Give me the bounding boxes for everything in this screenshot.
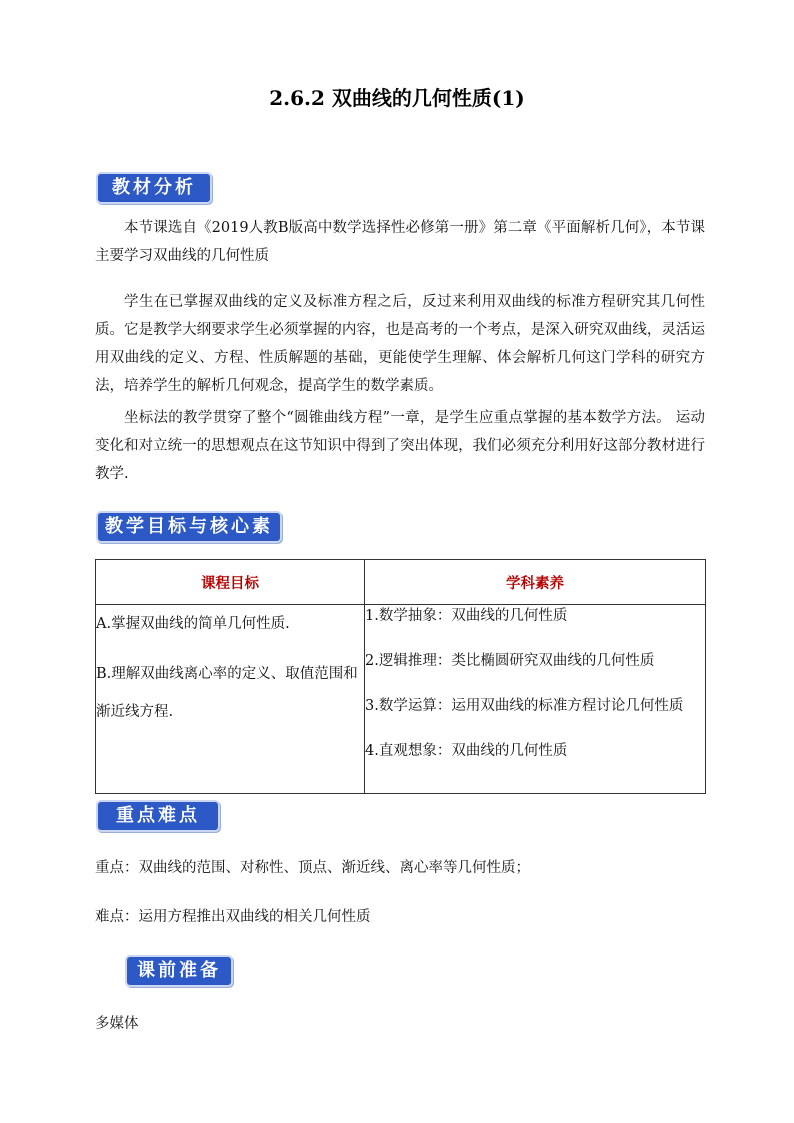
section-badge-preparation: 课前准备 — [125, 955, 233, 987]
analysis-paragraph-2: 学生在已掌握双曲线的定义及标准方程之后，反过来利用双曲线的标准方程研究其几何性质。它是教学大纲要求学生必须掌握的内容，也是高考的一个考点，是深入研究双曲线，灵活运用双曲线的定义、方程、性质解题的基础，更能使学生理解、体会解析几何这门学科的研究方法，培养学生的解析几何观念，提高学生的数学素质。 — [95, 294, 705, 394]
literacy-item-3: 3.数学运算：运用双曲线的标准方程讨论几何性质 — [365, 698, 684, 714]
literacy-item-2: 2.逻辑推理：类比椭圆研究双曲线的几何性质 — [365, 653, 655, 669]
course-goal-a: A.掌握双曲线的简单几何性质. — [96, 616, 290, 632]
course-goal-b: B.理解双曲线离心率的定义、取值范围和渐近线方程. — [96, 666, 358, 720]
page-title: 2.6.2 双曲线的几何性质(1) — [269, 86, 525, 110]
key-point-text: 重点：双曲线的范围、对称性、顶点、渐近线、离心率等几何性质； — [95, 860, 530, 876]
literacy-cell — [365, 605, 706, 794]
section-badge-goals: 教学目标与核心素养 — [96, 511, 282, 543]
table-header-literacy: 学科素养 — [365, 560, 706, 605]
analysis-paragraph-3: 坐标法的教学贯穿了整个“圆锥曲线方程”一章，是学生应重点掌握的基本数学方法。 运动变化和对立统一的思想观点在这节知识中得到了突出体现，我们必须充分利用好这部分教材进行教学. — [95, 410, 705, 482]
goals-table — [95, 559, 706, 794]
difficult-point-text: 难点：运用方程推出双曲线的相关几何性质 — [95, 909, 371, 925]
table-header-course-goals: 课程目标 — [96, 560, 365, 605]
preparation-text: 多媒体 — [95, 1016, 139, 1032]
course-goals-cell — [96, 605, 365, 794]
literacy-item-1: 1.数学抽象：双曲线的几何性质 — [365, 608, 568, 624]
section-badge-analysis: 教材分析 — [96, 172, 212, 204]
section-badge-key-points: 重点难点 — [96, 800, 220, 832]
literacy-item-4: 4.直观想象：双曲线的几何性质 — [365, 743, 568, 759]
analysis-paragraph-1: 本节课选自《2019人教B版高中数学选择性必修第一册》第二章《平面解析几何》，本节课主要学习双曲线的几何性质 — [95, 220, 705, 264]
